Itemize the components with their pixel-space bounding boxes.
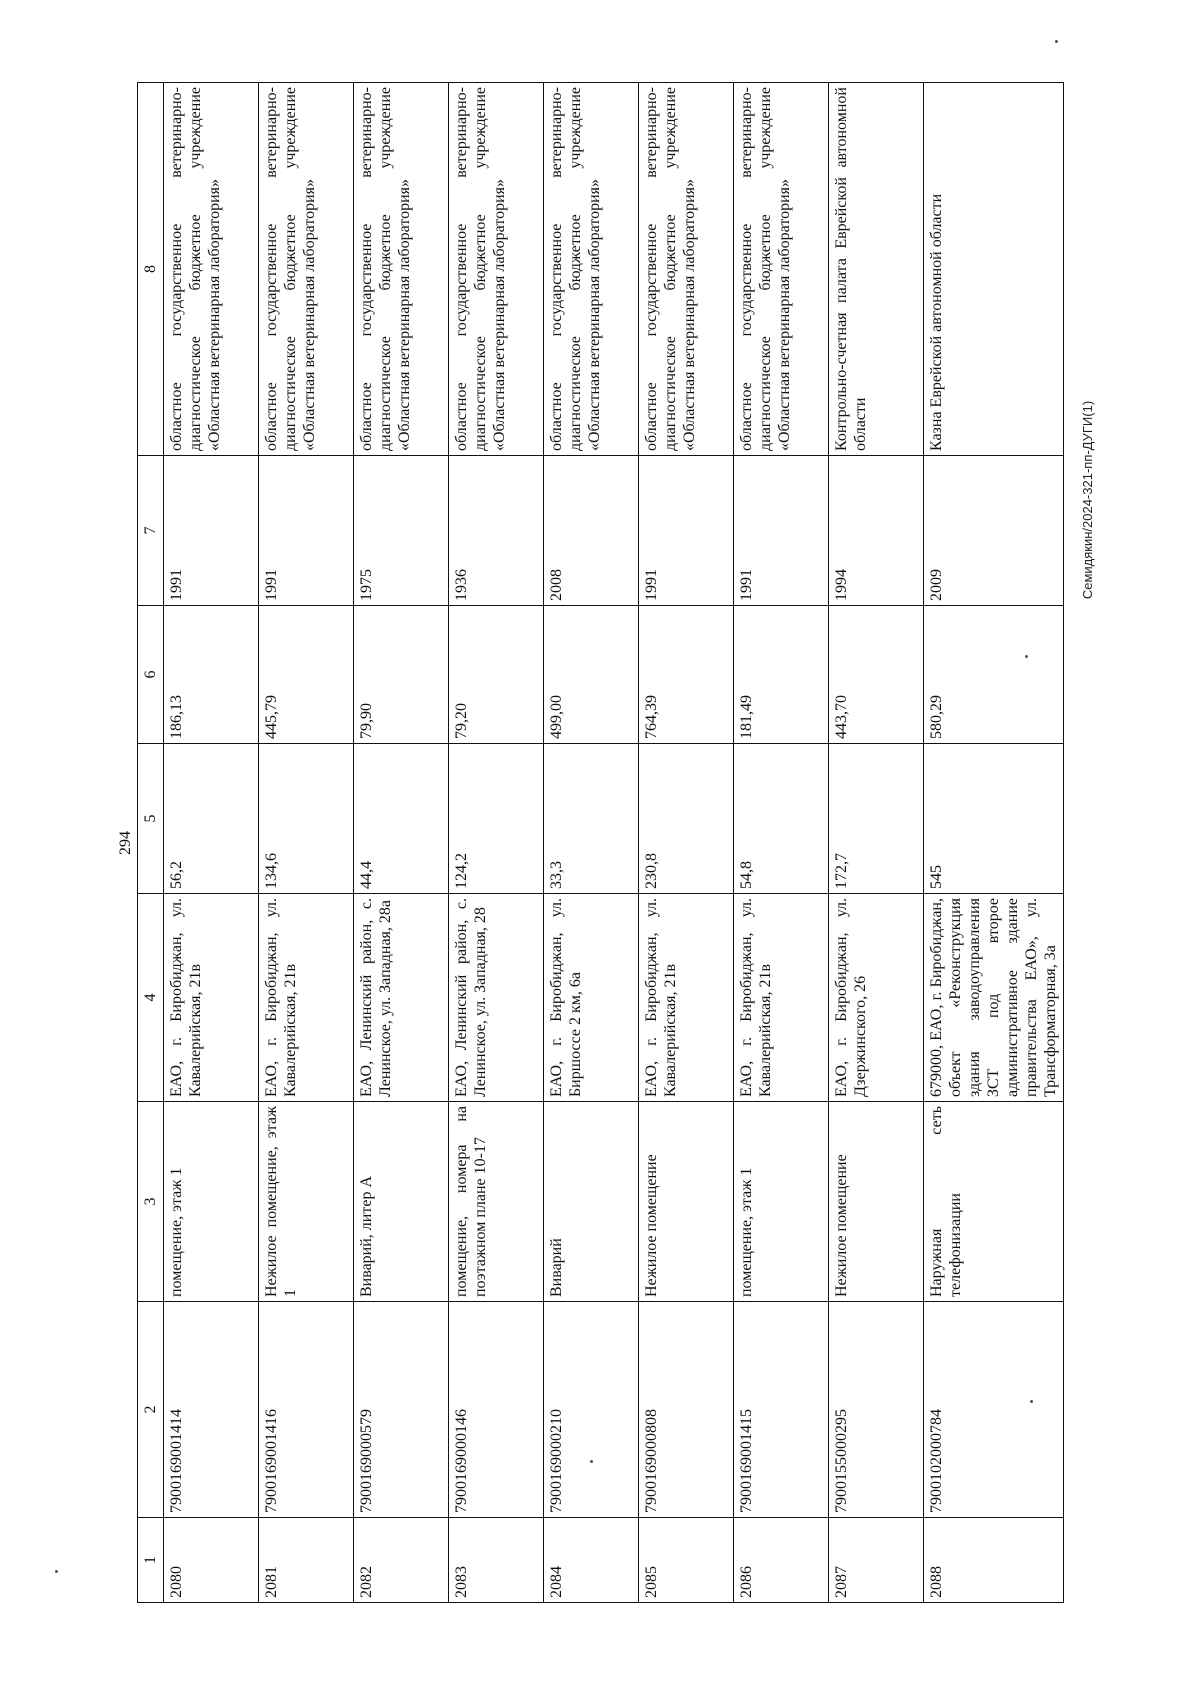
value-cell: 443,70 [829,606,924,744]
object-name-cell: Нежилое помещение, этаж 1 [259,1102,354,1302]
column-number: 4 [138,894,164,1102]
address-cell: ЕАО, Ленинский район, с. Ленинское, ул. Западная, 28 [449,894,544,1102]
year-cell: 1994 [829,456,924,606]
cadastral-number-cell: 7900169000146 [449,1302,544,1518]
document-code: Семидякин/2024-321-пп-ДУГИ(1) [1080,400,1095,600]
object-name-cell: помещение, номера на поэтажном плане 10-17 [449,1102,544,1302]
column-number: 5 [138,744,164,894]
holder-cell: областное государственное ветеринарно-диагностическое бюджетное учреждение «Областная ветеринарная лаборатория» [164,83,259,456]
year-cell: 2008 [544,456,639,606]
column-number: 6 [138,606,164,744]
row-number-cell: 2082 [354,1518,449,1603]
holder-cell: областное государственное ветеринарно-диагностическое бюджетное учреждение «Областная ветеринарная лаборатория» [734,83,829,456]
table-row [734,83,829,1603]
value-cell: 79,90 [354,606,449,744]
address-cell: ЕАО, г. Биробиджан, ул. Кавалерийская, 21в [734,894,829,1102]
table-row [639,83,734,1603]
area-cell: 54,8 [734,744,829,894]
value-cell: 79,20 [449,606,544,744]
object-name-cell: помещение, этаж 1 [734,1102,829,1302]
cadastral-number-cell: 7900169001415 [734,1302,829,1518]
area-cell: 33,3 [544,744,639,894]
cadastral-number-cell: 7900169000579 [354,1302,449,1518]
area-cell: 44,4 [354,744,449,894]
holder-cell: областное государственное ветеринарно-диагностическое бюджетное учреждение «Областная ветеринарная лаборатория» [639,83,734,456]
table-row [449,83,544,1603]
year-cell: 2009 [924,456,1064,606]
row-number-cell: 2085 [639,1518,734,1603]
year-cell: 1991 [734,456,829,606]
address-cell: ЕАО, г. Биробиджан, ул. Дзержинского, 26 [829,894,924,1102]
cadastral-number-cell: 7900102000784 [924,1302,1064,1518]
page-number: 294 [117,831,134,855]
holder-cell: Казна Еврейской автономной области [924,83,1064,456]
object-name-cell: Нежилое помещение [829,1102,924,1302]
holder-cell: областное государственное ветеринарно-диагностическое бюджетное учреждение «Областная ветеринарная лаборатория» [544,83,639,456]
row-number-cell: 2084 [544,1518,639,1603]
column-number: 7 [138,456,164,606]
value-cell: 764,39 [639,606,734,744]
property-register-table [137,82,1064,1603]
table-row [544,83,639,1603]
row-number-cell: 2080 [164,1518,259,1603]
cadastral-number-cell: 7900155000295 [829,1302,924,1518]
row-number-cell: 2088 [924,1518,1064,1603]
address-cell: ЕАО, г. Биробиджан, ул. Кавалерийская, 21в [164,894,259,1102]
value-cell: 186,13 [164,606,259,744]
scan-speck [55,1570,58,1573]
year-cell: 1975 [354,456,449,606]
holder-cell: Контрольно-счетная палата Еврейской автономной области [829,83,924,456]
row-number-cell: 2087 [829,1518,924,1603]
area-cell: 172,7 [829,744,924,894]
address-cell: ЕАО, г. Биробиджан, ул. Биршоссе 2 км, 6а [544,894,639,1102]
holder-cell: областное государственное ветеринарно-диагностическое бюджетное учреждение «Областная ветеринарная лаборатория» [354,83,449,456]
scan-speck [1055,40,1058,43]
year-cell: 1991 [259,456,354,606]
column-number: 2 [138,1302,164,1518]
table-row [259,83,354,1603]
year-cell: 1936 [449,456,544,606]
holder-cell: областное государственное ветеринарно-диагностическое бюджетное учреждение «Областная ветеринарная лаборатория» [259,83,354,456]
column-number: 3 [138,1102,164,1302]
year-cell: 1991 [639,456,734,606]
value-cell: 445,79 [259,606,354,744]
object-name-cell: Нежилое помещение [639,1102,734,1302]
column-number: 1 [138,1518,164,1603]
object-name-cell: помещение, этаж 1 [164,1102,259,1302]
object-name-cell: Наружная сеть телефонизации [924,1102,1064,1302]
address-cell: ЕАО, Ленинский район, с. Ленинское, ул. Западная, 28а [354,894,449,1102]
value-cell: 181,49 [734,606,829,744]
area-cell: 230,8 [639,744,734,894]
year-cell: 1991 [164,456,259,606]
column-number-row [138,83,164,1603]
rotated-page [107,83,1067,1603]
value-cell: 499,00 [544,606,639,744]
table-row [829,83,924,1603]
table-body [138,83,1064,1603]
row-number-cell: 2081 [259,1518,354,1603]
object-name-cell: Виварий, литер А [354,1102,449,1302]
table-row [164,83,259,1603]
row-number-cell: 2083 [449,1518,544,1603]
area-cell: 56,2 [164,744,259,894]
table-row [924,83,1064,1603]
cadastral-number-cell: 7900169000808 [639,1302,734,1518]
area-cell: 134,6 [259,744,354,894]
area-cell: 545 [924,744,1064,894]
cadastral-number-cell: 7900169000210 [544,1302,639,1518]
holder-cell: областное государственное ветеринарно-диагностическое бюджетное учреждение «Областная ветеринарная лаборатория» [449,83,544,456]
table-row [354,83,449,1603]
area-cell: 124,2 [449,744,544,894]
cadastral-number-cell: 7900169001416 [259,1302,354,1518]
address-cell: ЕАО, г. Биробиджан, ул. Кавалерийская, 21в [639,894,734,1102]
address-cell: 679000, ЕАО, г. Биробиджан, объект «Реконструкция здания заводоуправления ЗСТ под второе административное здание правительства ЕАО», ул. Трансформаторная, 3а [924,894,1064,1102]
cadastral-number-cell: 7900169001414 [164,1302,259,1518]
column-number: 8 [138,83,164,456]
value-cell: 580,29 [924,606,1064,744]
row-number-cell: 2086 [734,1518,829,1603]
object-name-cell: Виварий [544,1102,639,1302]
address-cell: ЕАО, г. Биробиджан, ул. Кавалерийская, 21в [259,894,354,1102]
